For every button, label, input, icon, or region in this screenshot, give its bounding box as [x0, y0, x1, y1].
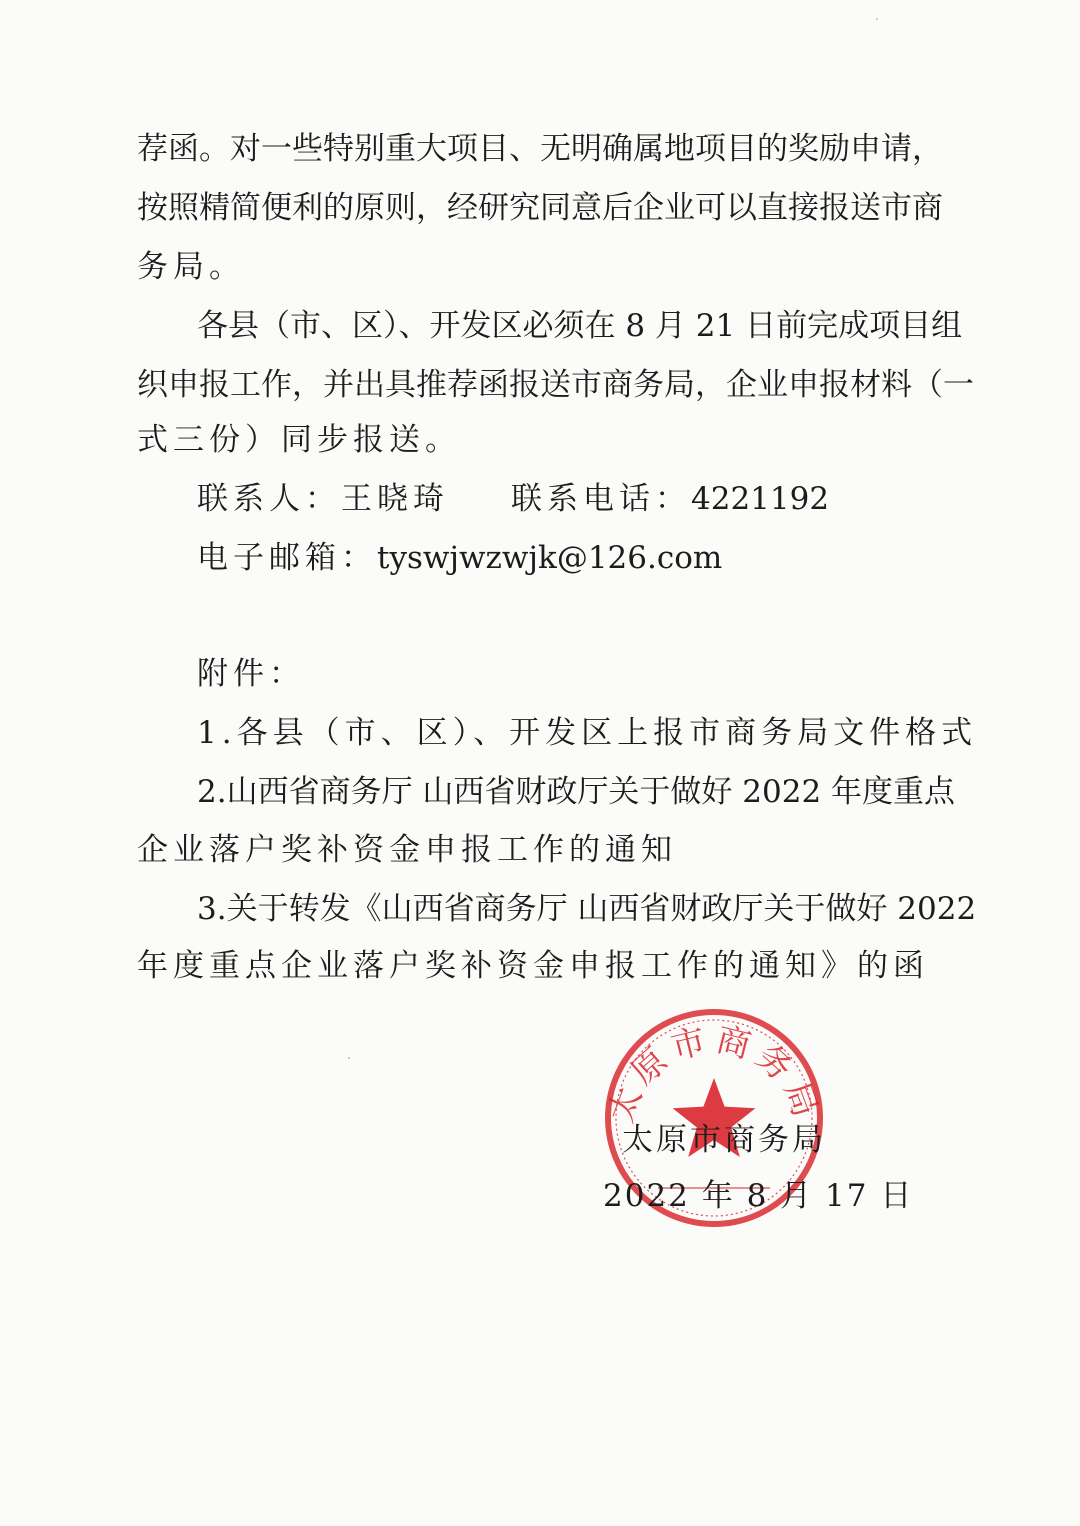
contact-person-label: 联系人： [197, 481, 341, 517]
signature-organization: 太原市商务局 [622, 1122, 826, 1158]
contact-phone-label: 联系电话： [511, 481, 691, 517]
contact-phone: 4221192 [691, 481, 830, 517]
attachment-2-line-2: 企业落户奖补资金申报工作的通知 [137, 832, 677, 868]
email-label: 电子邮箱： [197, 540, 377, 576]
seal-text: 太原市商务局 [600, 1019, 828, 1128]
email-line [197, 538, 927, 578]
contact-line [197, 479, 927, 519]
scan-speck [348, 1057, 350, 1059]
attachment-1: 1.各县（市、区）、开发区上报市商务局文件格式 [197, 715, 978, 751]
attachment-3-line-1: 3.关于转发《山西省商务厅 山西省财政厅关于做好 2022 [197, 891, 977, 927]
signature-date: 2022 年 8 月 17 日 [603, 1178, 914, 1214]
paragraph-1-line-1: 荐函。对一些特别重大项目、无明确属地项目的奖励申请， [137, 131, 943, 167]
paragraph-1-line-3: 务局。 [137, 249, 245, 285]
paragraph-2-line-3: 式三份）同步报送。 [137, 422, 461, 458]
paragraph-1-line-2: 按照精简便利的原则，经研究同意后企业可以直接报送市商 [137, 190, 943, 226]
attachment-3-line-2: 年度重点企业落户奖补资金申报工作的通知》的函 [137, 948, 929, 984]
contact-person-name: 王晓琦 [341, 481, 449, 517]
paragraph-2-line-1: 各县（市、区）、开发区必须在 8 月 21 日前完成项目组 [197, 308, 963, 344]
email-value: tyswjwzwjk@126.com [377, 540, 723, 576]
attachment-2-line-1: 2.山西省商务厅 山西省财政厅关于做好 2022 年度重点 [197, 774, 956, 810]
paragraph-2-line-2: 织申报工作，并出具推荐函报送市商务局，企业申报材料（一 [137, 367, 974, 403]
attachments-heading: 附件： [197, 656, 305, 692]
scan-speck [876, 18, 878, 20]
